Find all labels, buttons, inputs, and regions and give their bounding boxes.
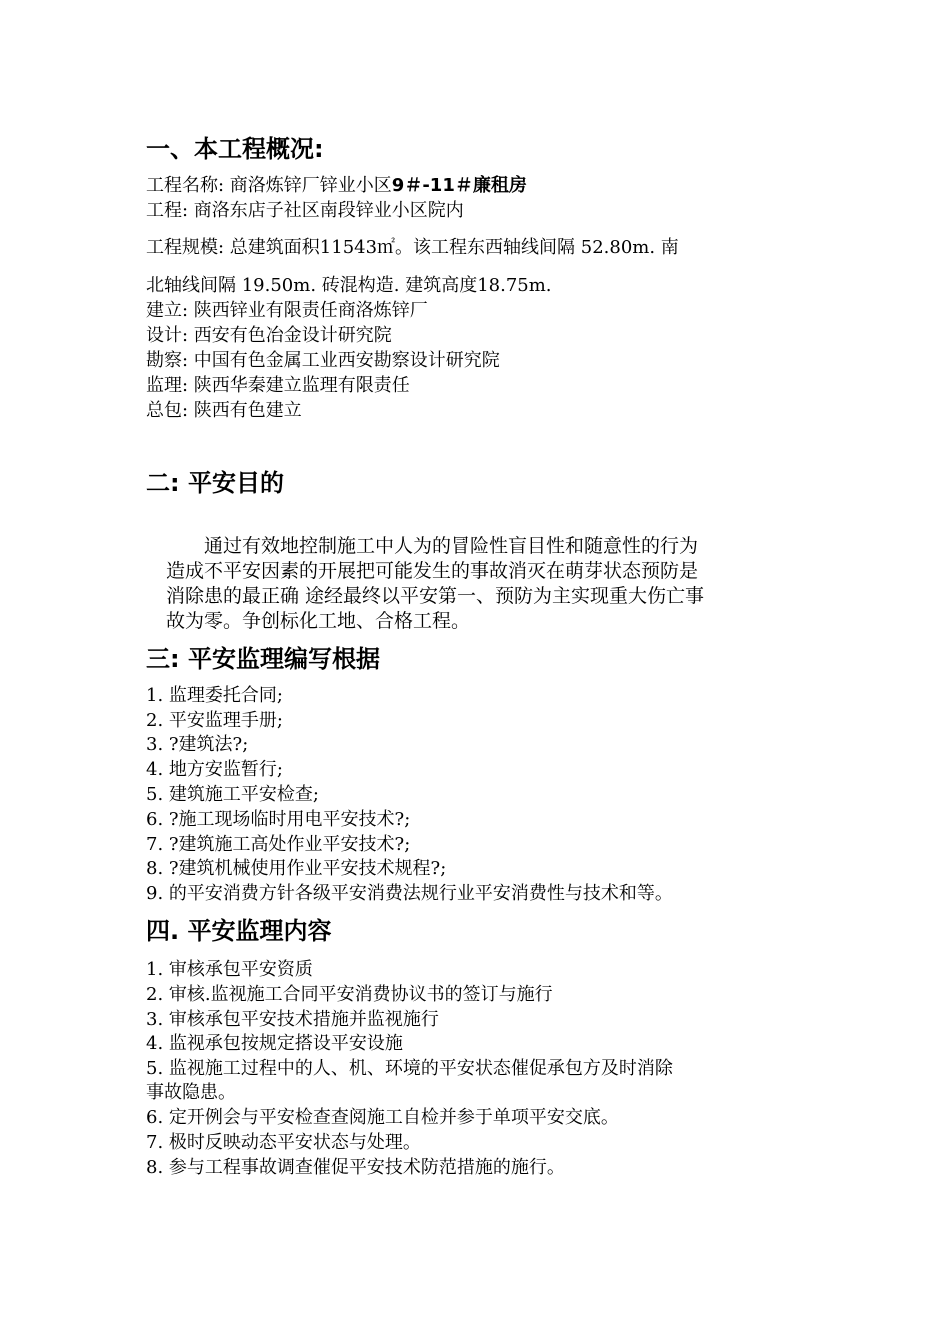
basis-list-item: 3. ?建筑法?; <box>146 734 249 755</box>
basis-list-item: 5. 建筑施工平安检查; <box>146 784 319 805</box>
basis-list-item: 4. 地方安监暂行; <box>146 759 283 780</box>
project-supervision: 监理: 陕西华秦建立监理有限责任 <box>146 375 410 396</box>
goal-paragraph-line: 通过有效地控制施工中人为的冒险性盲目性和随意性的行为 <box>166 535 699 557</box>
basis-list-item: 2. 平安监理手册; <box>146 710 283 731</box>
section-3-heading: 三: 平安监理编写根据 <box>146 645 380 673</box>
content-list-item: 5. 监视施工过程中的人、机、环境的平安状态催促承包方及时消除 <box>146 1058 673 1079</box>
basis-list-item: 9. 的平安消费方针各级平安消费法规行业平安消费性与技术和等。 <box>146 883 673 904</box>
section-4-heading: 四. 平安监理内容 <box>146 917 332 945</box>
goal-paragraph-line: 造成不平安因素的开展把可能发生的事故消灭在萌芽状态预防是 <box>166 560 699 582</box>
content-list-item: 6. 定开例会与平安检查查阅施工自检并参于单项平安交底。 <box>146 1107 619 1128</box>
project-name-line <box>146 174 527 198</box>
project-name-suffix: 9＃-11＃廉租房 <box>391 175 527 196</box>
content-list-item: 3. 审核承包平安技术措施并监视施行 <box>146 1009 439 1030</box>
basis-list-item: 6. ?施工现场临时用电平安技术?; <box>146 809 411 830</box>
project-location: 工程: 商洛东店子社区南段锌业小区院内 <box>146 200 464 221</box>
content-list-item: 2. 审核.监视施工合同平安消费协议书的签订与施行 <box>146 984 553 1005</box>
project-scale-line-2: 北轴线间隔 19.50m. 砖混构造. 建筑高度18.75m. <box>146 275 552 296</box>
project-survey: 勘察: 中国有色金属工业西安勘察设计研究院 <box>146 350 500 371</box>
project-builder: 建立: 陕西锌业有限责任商洛炼锌厂 <box>146 300 428 321</box>
project-scale-line-1: 工程规模: 总建筑面积11543㎡。该工程东西轴线间隔 52.80m. 南 <box>146 237 679 258</box>
project-name-value: 商洛炼锌厂锌业小区 <box>229 175 392 196</box>
goal-paragraph-line: 消除患的最正确 途经最终以平安第一、预防为主实现重大伤亡事 <box>166 585 705 607</box>
content-list-item: 4. 监视承包按规定搭设平安设施 <box>146 1033 403 1054</box>
project-design: 设计: 西安有色冶金设计研究院 <box>146 325 392 346</box>
project-contractor: 总包: 陕西有色建立 <box>146 400 302 421</box>
basis-list-item: 7. ?建筑施工高处作业平安技术?; <box>146 834 411 855</box>
content-list-item-continuation: 事故隐患。 <box>146 1082 236 1103</box>
basis-list-item: 8. ?建筑机械使用作业平安技术规程?; <box>146 858 447 879</box>
section-1-heading: 一、本工程概况: <box>146 135 324 163</box>
section-2-heading: 二: 平安目的 <box>146 469 284 497</box>
content-list-item: 1. 审核承包平安资质 <box>146 959 313 980</box>
content-list-item: 7. 极时反映动态平安状态与处理。 <box>146 1132 421 1153</box>
basis-list-item: 1. 监理委托合同; <box>146 685 283 706</box>
goal-paragraph-line: 故为零。争创标化工地、合格工程。 <box>166 610 471 632</box>
content-list-item: 8. 参与工程事故调查催促平安技术防范措施的施行。 <box>146 1157 565 1178</box>
project-name-label: 工程名称: <box>146 175 230 196</box>
